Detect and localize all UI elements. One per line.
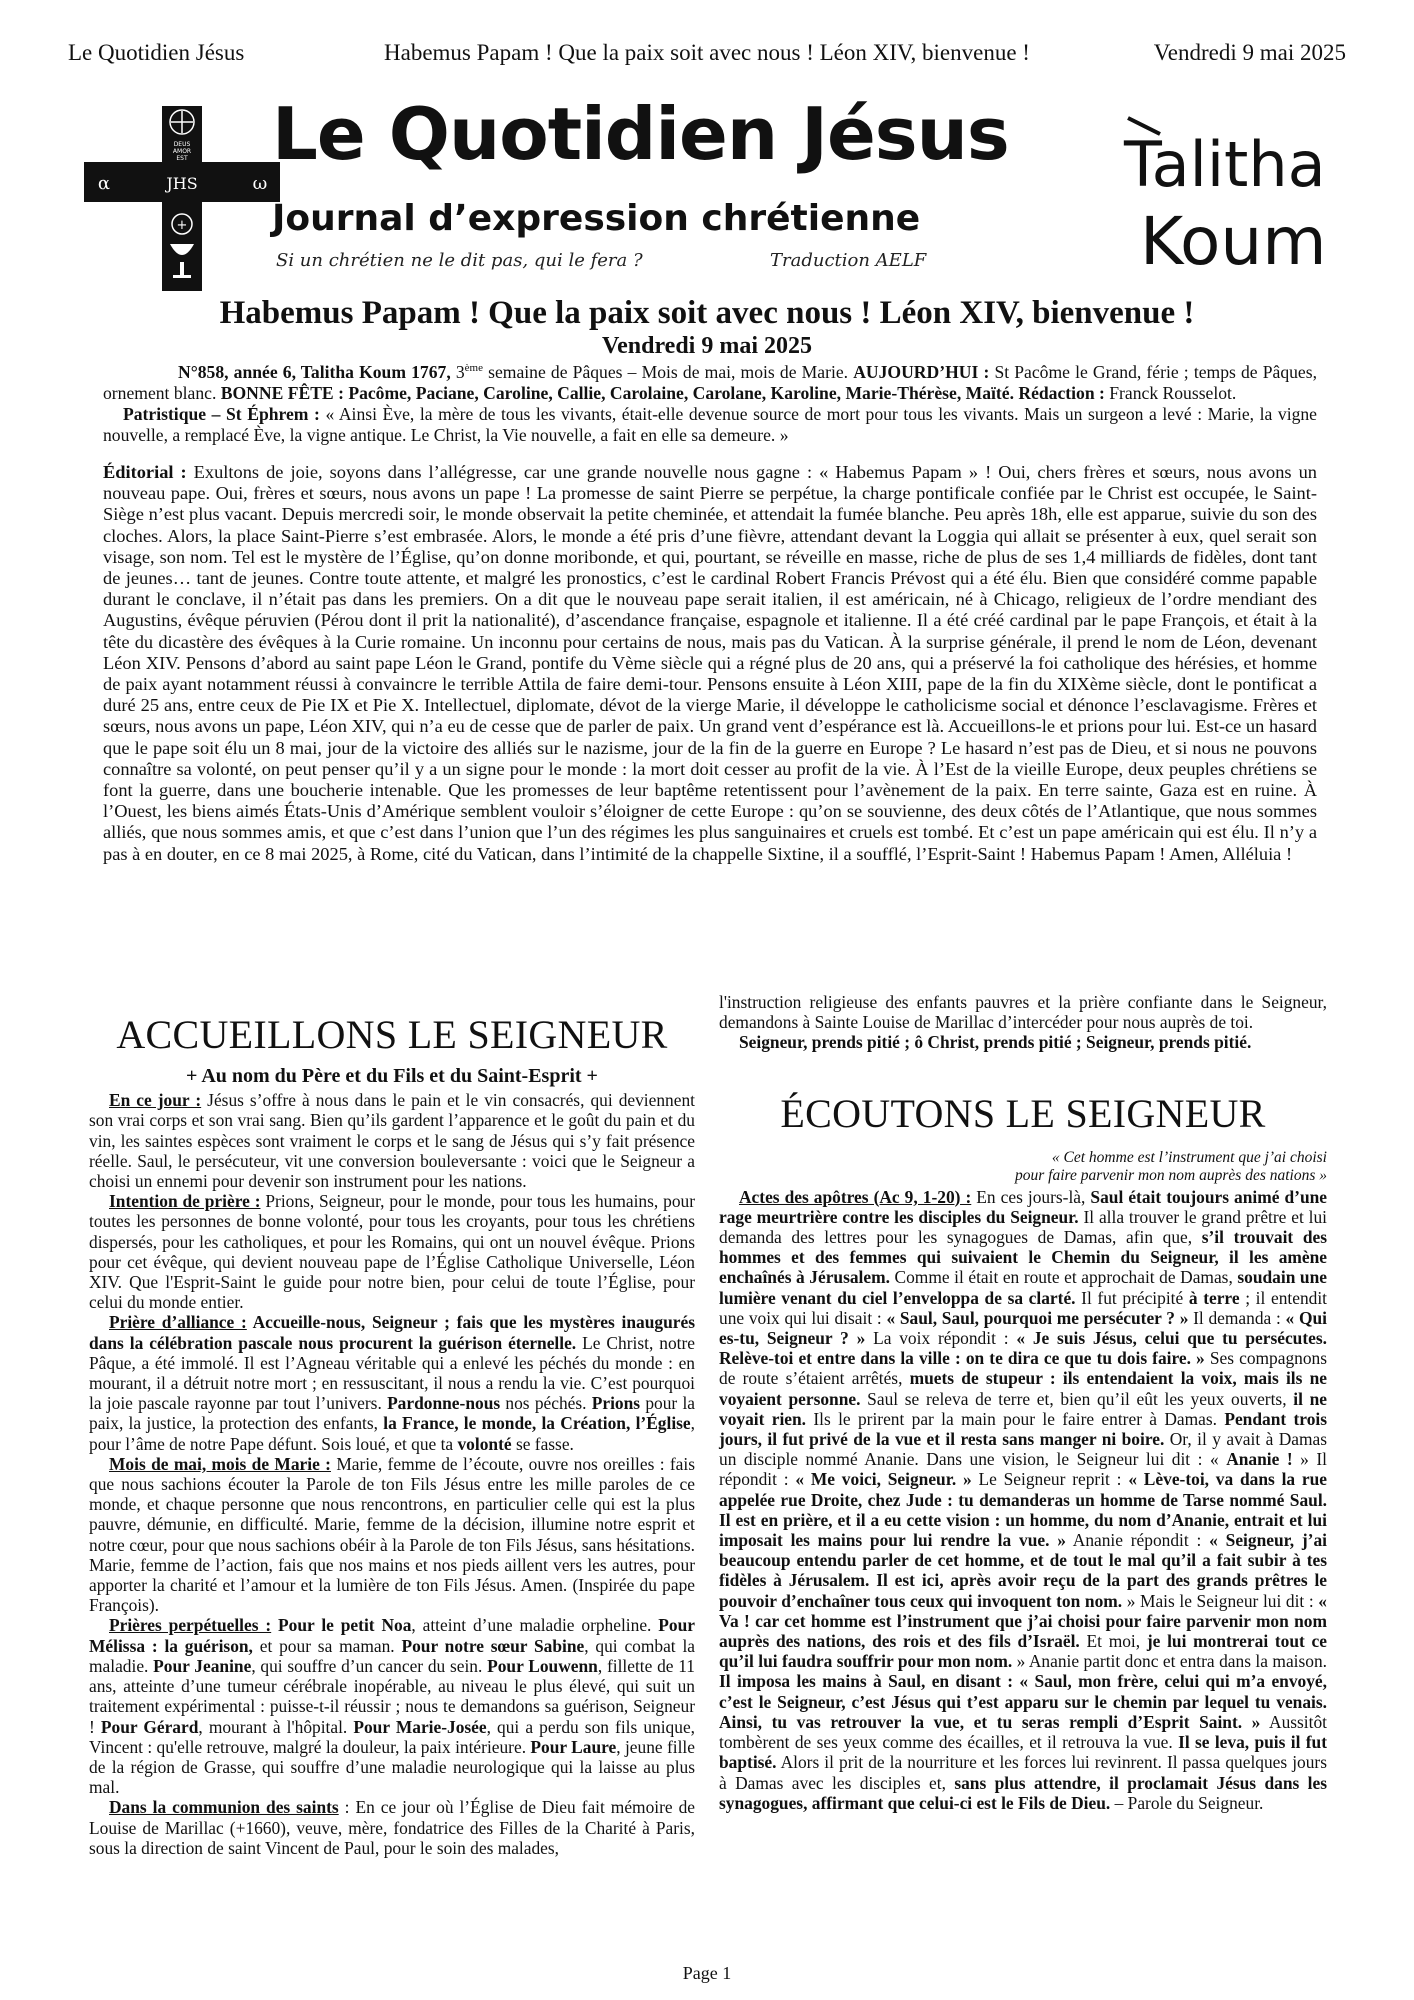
masthead — [80, 92, 1340, 300]
kyrie-text: Seigneur, prends pitié ; ô Christ, prends pitié ; Seigneur, prends pitié. — [739, 1032, 1252, 1053]
reading-bold: il ne voyait rien. — [719, 1388, 1327, 1429]
cross-jhs: JHS — [166, 174, 198, 193]
perp-b7: Pour Marie-Josée — [353, 1716, 487, 1737]
alliance-text1: Le Christ, notre Pâque, a été immolé. Il est l’Agneau véritable qui a enlevé les péchés du monde : en mourant, il a détruit notre mort ; en ressuscitant, il nous a rendu la vie. C’est pourquoi la joie pascale rayonne par tout l’univers. — [89, 1332, 695, 1414]
reading-bold: « Lève-toi, va dans la rue appelée rue Droite, chez Jude : tu demanderas un homme de Tarse nommé Saul. Il est en prière, et il a eu cette vision : un homme, du nom d’Ananie, entrait et lui imposait les mains pour lui rendre la vue. » — [719, 1469, 1328, 1551]
perp-t4: , qui souffre d’un cancer du sein. — [251, 1655, 488, 1676]
intention-priere — [89, 1191, 695, 1312]
talitha-line1: Talitha — [1124, 128, 1326, 201]
patristique-text: « Ainsi Ève, la mère de tous les vivants, était-elle devenue source de mort pour tous les vivants. Mais un surgeon a levé : Marie, la vigne nouvelle, a remplacé Ève, la vigne antique. Le Christ, la Vie nouvelle, a fait en elle sa demeure. » — [103, 404, 1317, 445]
issue-week: 3 — [450, 362, 465, 382]
fete-label: BONNE FÊTE : Pacôme, Paciane, Caroline, Callie, Carolaine, Carolane, Karoline, Marie-Thérèse, Maïté. — [220, 383, 1014, 403]
reading-bold: Saul était toujours animé d’une rage meurtrière contre les disciples du Seigneur. — [719, 1186, 1328, 1227]
reading-bold: « Saul, Saul, pourquoi me persécuter ? » — [886, 1307, 1189, 1328]
reading-bold: « Seigneur, j’ai beaucoup entendu parler de cet homme, et de tout le mal qu’il a fait subir à tes fidèles à Jérusalem. Il est ici, après avoir reçu de la part des grands prêtres le pouvoir d’enchaîner tous ceux qui invoquent ton nom. — [719, 1530, 1327, 1611]
perp-t8: , jeune fille de la région de Grasse, qui souffre d’une maladie neurologique qui la laisse au plus mal. — [89, 1736, 695, 1798]
reading-bold: « Qui es-tu, Seigneur ? » — [719, 1307, 1327, 1349]
en-ce-jour — [89, 1090, 695, 1191]
quote-line1: « Cet homme est l’instrument que j’ai choisi — [1051, 1148, 1327, 1166]
intention-label: Intention de prière : — [109, 1191, 261, 1212]
alliance-text4: , pour l’âme de notre Pape défunt. Sois loué, et que ta — [89, 1413, 695, 1454]
actes-label: Actes des apôtres (Ac 9, 1-20) : — [739, 1186, 972, 1207]
perp-label: Prières perpétuelles : — [109, 1615, 272, 1636]
en-ce-jour-text: Jésus s’offre à nous dans le pain et le vin consacrés, qui deviennent son vrai corps et son vrai sang. Bien qu’ils gardent l’apparence et le goût du pain et du vin, les saintes espèces sont vraiment le corps et le sang de Jésus qui s’y fait présence réelle. Saul, le persécuteur, vit une conversion bouleversante : voici que le Seigneur a choisi un ennemi pour devenir son instrument pour les nations. — [89, 1090, 695, 1192]
reading-seg: La voix répondit : — [865, 1328, 1017, 1349]
issue-info — [103, 362, 1317, 404]
reading-bold: muets de stupeur : ils entendaient la voix, mais ils ne voyaient personne. — [719, 1368, 1327, 1409]
issue-week-post: semaine de Pâques – Mois de mai, mois de Marie. — [483, 362, 854, 382]
reading-seg: » Il répondit : — [719, 1449, 1327, 1490]
perp-t5: , fillette de 11 ans, atteinte d’une tumeur cérébrale inopérable, au niveau le plus élevé, qui suit un traitement expérimental : puisse-t-il réussir ; nous te demandons sa guérison, Seigneur ! — [89, 1655, 695, 1737]
perp-t7: , qui a perdu son fils unique, Vincent : qu'elle retrouve, malgré la douleur, la paix intérieure. — [89, 1716, 696, 1757]
today-text: St Pacôme le Grand, férie ; temps de Pâques, ornement blanc. — [103, 362, 1317, 403]
alliance-text3: pour la paix, la justice, la protection des enfants, — [89, 1393, 696, 1434]
perp-t1: , atteint d’une maladie orpheline. — [411, 1615, 659, 1636]
reading-bold: Il imposa les mains à Saul, en disant : « Saul, mon frère, celui qui m’a envoyé, c’est le Seigneur, c’est Jésus qui t’est apparu sur le chemin par lequel tu venais. Ainsi, tu vas retrouver la vue, et tu seras rempli d’Esprit Saint. » — [719, 1671, 1327, 1732]
right-column — [719, 992, 1327, 1813]
perp-b3: Pour notre sœur Sabine — [401, 1635, 585, 1656]
reading-bold: s’il trouvait des hommes et des femmes qui suivaient le Chemin du Seigneur, il les amène enchaînés à Jérusalem. — [719, 1227, 1327, 1288]
reading-seg: Il demanda : — [1188, 1307, 1286, 1328]
alliance-text2: nos péchés. — [500, 1393, 592, 1414]
talitha-line2: Koum — [1140, 203, 1327, 280]
intention-text: Prions, Seigneur, pour le monde, pour tous les humains, pour toutes les personnes de bonne volonté, pour tous les croyants, pour tous les chrétiens dispersés, pour les catholiques, et pour les Romains, qui ont un nouvel évêque. Prions pour cet évêque, qui devient nouveau pape de l’Église Catholique Universelle, Léon XIV. Que l'Esprit-Saint le guide pour notre bien, pour celui de toute l’Église, pour celui du monde entier. — [89, 1191, 695, 1313]
running-header-title: Le Quotidien Jésus — [68, 40, 245, 65]
perp-t6: , mourant à l'hôpital. — [198, 1716, 354, 1737]
headline-title: Habemus Papam ! Que la paix soit avec nous ! Léon XIV, bienvenue ! — [219, 295, 1195, 331]
reading-seg: Il fut précipité — [1075, 1287, 1189, 1308]
cross-omega: ω — [252, 173, 268, 194]
reading-seg: Il alla trouver le grand prêtre et lui demanda des lettres pour les synagogues de Damas, afin que, — [719, 1206, 1327, 1248]
priere-alliance — [89, 1312, 695, 1453]
perp-t3: , qui combat la maladie. — [89, 1635, 696, 1676]
redaction-text: Franck Rousselot. — [1104, 383, 1237, 403]
kyrie — [719, 1032, 1327, 1052]
prieres-perpetuelles — [89, 1615, 695, 1797]
today-label: AUJOURD’HUI : — [853, 362, 990, 382]
masthead-subtitle: Journal d’expression chrétienne — [272, 198, 921, 239]
reading-bold: sans plus attendre, il proclamait Jésus dans les synagogues, affirmant que celui-ci est le Fils de Dieu. — [719, 1772, 1327, 1813]
sign-of-cross: + Au nom du Père et du Fils et du Saint-Esprit + — [186, 1065, 598, 1087]
patristique — [103, 404, 1317, 446]
reading-quote — [719, 1149, 1327, 1185]
perp-b8: Pour Laure — [530, 1736, 617, 1757]
perp-b2: Pour Mélissa : la guérison, — [89, 1615, 695, 1656]
alliance-bold5: volonté — [457, 1433, 512, 1454]
communion-continuation: l'instruction religieuse des enfants pauvres et la prière confiante dans le Seigneur, demandons à Sainte Louise de Marillac d’intercéder pour nous auprès de toi. — [719, 992, 1327, 1033]
mois-de-marie — [89, 1454, 695, 1616]
reading-seg: En ces jours-là, — [971, 1186, 1091, 1207]
perp-b6: Pour Gérard — [100, 1716, 199, 1737]
cross-alpha: α — [97, 173, 111, 194]
running-header-headline: Habemus Papam ! Que la paix soit avec nous ! Léon XIV, bienvenue ! — [384, 40, 1030, 65]
reading-seg: Saul se releva de terre et, bien qu’il eût les yeux ouverts, — [860, 1388, 1294, 1409]
reading-seg: Le Seigneur reprit : — [971, 1469, 1129, 1490]
reading-seg: Or, il y avait à Damas un disciple nommé Ananie. Dans une vision, le Seigneur lui dit : « — [719, 1429, 1327, 1470]
reading-bold: « Va ! car cet homme est l’instrument que j’ai choisi pour faire parvenir mon nom auprès des nations, des rois et des fils d’Israël. — [719, 1590, 1327, 1652]
reading-bold: Pendant trois jours, il fut privé de la vue et il resta sans manger ni boire. — [719, 1408, 1328, 1450]
quote-line2: pour faire parvenir mon nom auprès des nations » — [1015, 1166, 1327, 1184]
cross-motto-1: DEUS — [173, 141, 191, 148]
perp-b1: Pour le petit Noa — [271, 1615, 412, 1636]
left-column — [89, 1012, 695, 1858]
reading-actes — [719, 1187, 1327, 1813]
running-header — [68, 40, 1346, 72]
section-title-ecoutons: ÉCOUTONS LE SEIGNEUR — [780, 1090, 1266, 1136]
reading-bold: soudain une lumière venant du ciel l’enveloppa de sa clarté. — [719, 1267, 1327, 1308]
alliance-bold3: Prions — [591, 1393, 641, 1414]
alliance-bold4: la France, le monde, la Création, l’Église — [383, 1413, 691, 1434]
reading-seg: » Ananie partit donc et entra dans la maison. — [1012, 1651, 1327, 1672]
reading-bold: « Me voici, Seigneur. » — [795, 1469, 972, 1490]
reading-bold: je lui montrerai tout ce qu’il lui faudra souffrir pour mon nom. — [719, 1631, 1327, 1672]
reading-seg: – Parole du Seigneur. — [1110, 1792, 1264, 1813]
cross-logo-icon — [84, 106, 280, 291]
redaction-label: Rédaction : — [1013, 383, 1105, 403]
reading-seg: Ananie répondit : — [1065, 1530, 1210, 1551]
reading-seg: Ils le prirent par la main pour le faire entrer à Damas. — [806, 1408, 1225, 1429]
cross-motto-2: AMOR — [172, 148, 192, 155]
patristique-label: Patristique – St Éphrem : — [123, 404, 320, 424]
marie-label: Mois de mai, mois de Marie : — [109, 1453, 331, 1474]
issue-week-sup: ème — [464, 362, 483, 375]
cross-motto-3: EST — [176, 155, 188, 162]
cross-plus: + — [176, 218, 188, 233]
reading-seg: Comme il était en route et approchait de Damas, — [889, 1267, 1238, 1288]
section-title-accueillons: ACCUEILLONS LE SEIGNEUR — [116, 1012, 668, 1057]
reading-seg: ; il entendit une voix qui lui disait : — [719, 1287, 1327, 1328]
info-block — [103, 362, 1317, 446]
reading-seg: » Mais le Seigneur lui dit : — [1122, 1590, 1319, 1611]
masthead-title: Le Quotidien Jésus — [272, 92, 1009, 176]
communion-des-saints — [89, 1797, 695, 1858]
editorial-text: Exultons de joie, soyons dans l’allégresse, car une grande nouvelle nous gagne : « Habemus Papam » ! Oui, chers frères et sœurs, nous avons un nouveau pape. Oui, frères et sœurs, nous avons un pape ! La promesse de saint Pierre se perpétue, la charge pontificale confiée par le Christ est occupée, le Saint-Siège n’est plus vacant. Depuis mercredi soir, le monde observait la petite cheminée, et attendait la fumée blanche. Peu après 18h, elle est apparue, suivie du son des cloches. Alors, la place Saint-Pierre s’est embrasée. Alors, le monde a été pris d’une fièvre, attendant devant la Loggia qui allait se présenter à eux, quel serait son visage, son nom. Tel est le mystère de l’Église, qu’on donne moribonde, et qui, pourtant, se réveille en masse, riche de plus de ses 1,4 milliards de fidèles, dont tant de jeunes… tant de jeunes. Contre toute attente, et malgré les pronostics, c’est le cardinal Robert Francis Prévost qui a été élu. Bien que considéré comme papable durant le conclave, il n’était pas dans les premiers. On a dit que le nouveau pape serait italien, il est américain, né à Chicago, religieux de l’ordre mendiant des Augustins, évêque péruvien (Pérou dont il prit la nationalité), d’ascendance française, espagnole et italienne. Il a été créé cardinal par le pape François, et était à la tête du dicastère des évêques à la Curie romaine. Un inconnu pour certains de nous, mais pas du Vatican. À la surprise générale, il prend le nom de Léon, devenant Léon XIV. Pensons d’abord au saint pape Léon le Grand, pontife du Vème siècle qui a régné plus de 20 ans, qui a préservé la foi catholique des hérésies, et homme de paix ayant notamment réussi à convaincre le terrible Attila de faire demi-tour. Pensons ensuite à Léon XIII, pape de la fin du XIXème siècle, dont le pontificat a duré 25 ans, entre ceux de Pie IX et Pie X. Intellectuel, diplomate, dévot de la vierge Marie, il développe le catholicisme social et dénonce l’esclavagisme. Frères et sœurs, nous avons un pape, Léon XIV, qui n’a eu de cesse que de parler de paix. Un grand vent d’espérance est là. Accueillons-le et prions pour lui. Est-ce un hasard que le pape soit élu un 8 mai, jour de la victoire des alliés sur le nazisme, jour de la fin de la guerre en Europe ? Le hasard n’est pas de Dieu, et si nous ne pouvons connaître sa volonté, on peut penser qu’il y a un signe pour le monde : la mort doit cesser au profit de la vie. À l’Est de la vieille Europe, deux peuples chrétiens se font la guerre, dans une boucherie intenable. Que les promesses de leur baptême retentissent pour l’avènement de la paix. En terre sainte, Gaza est en ruine. À l’Ouest, les biens aimés États-Unis d’Amérique semblent vouloir s’éloigner de cette Europe : qu’on se souvienne, des deux côtés de l’Atlantique, que nous sommes alliés, que nous sommes amis, et que c’est dans l’union que l’un des régimes les plus sanguinaires et cruels est tombé. Et c’est un pape américain qui est élu. Il n’y a pas à en douter, en ce 8 mai 2025, à Rome, cité du Vatican, dans l’intimité de la chappelle Sixtine, il a soufflé, l’Esprit-Saint ! Habemus Papam ! Amen, Alléluia ! — [103, 462, 1317, 864]
talitha-koum-logo — [1120, 114, 1340, 284]
reading-seg: Ses compagnons de route s’étaient arrêtés, — [719, 1348, 1328, 1389]
perp-b5: Pour Louwenn — [487, 1655, 598, 1676]
masthead-translation: Traduction AELF — [770, 250, 927, 271]
headline-date: Vendredi 9 mai 2025 — [601, 333, 813, 359]
alliance-bold2: Pardonne-nous — [387, 1393, 501, 1414]
reading-seg: Aussitôt tombèrent de ses yeux comme des écailles, et il retrouva la vue. — [719, 1711, 1327, 1753]
alliance-label: Prière d’alliance : — [109, 1312, 247, 1333]
issue-number: N°858, année 6, Talitha Koum 1767, — [178, 362, 451, 382]
editorial — [103, 462, 1317, 865]
perp-t2: et pour sa maman. — [252, 1635, 402, 1656]
masthead-tagline: Si un chrétien ne le dit pas, qui le fera ? — [276, 250, 643, 271]
reading-bold: « Je suis Jésus, celui que tu persécutes. Relève-toi et entre dans la ville : on te dira ce que tu dois faire. » — [719, 1328, 1327, 1369]
reading-bold: Il se leva, puis il fut baptisé. — [719, 1732, 1327, 1773]
reading-seg: Et moi, — [1079, 1631, 1147, 1652]
editorial-label: Éditorial : — [103, 462, 187, 482]
alliance-text5: se fasse. — [511, 1433, 574, 1454]
perp-b4: Pour Jeanine — [153, 1655, 252, 1676]
alliance-bold: Accueille-nous, Seigneur ; fais que les mystères inaugurés dans la célébration pascale nous procurent la guérison éternelle. — [89, 1312, 695, 1353]
communion-text: : En ce jour où l’Église de Dieu fait mémoire de Louise de Marillac (+1660), veuve, mère, fondatrice des Filles de la Charité à Paris, sous la direction de saint Vincent de Paul, pour le soin des malades, — [89, 1797, 695, 1858]
page-number: Page 1 — [682, 1963, 732, 1983]
reading-bold: à terre — [1188, 1287, 1240, 1308]
reading-seg: Alors il prit de la nourriture et les forces lui revinrent. Il passa quelques jours à Damas avec les disciples et, — [719, 1752, 1327, 1793]
marie-text: Marie, femme de l’écoute, ouvre nos oreilles : fais que nous sachions écouter la Parole de ton Fils Jésus entre les mille paroles de ce monde, et chaque personne que nous rencontrons, en particulier celle qui est la plus pauvre, démunie, en difficulté. Marie, femme de la décision, illumine notre esprit et notre cœur, pour que nous sachions obéir à la Parole de ton Fils Jésus, sans hésitations. Marie, femme de l’action, fais que nos mains et nos pieds aillent vers les autres, pour apporter la charité et l’amour et la lumière de ton Fils Jésus. Amen. (Inspirée du pape François). — [89, 1453, 696, 1616]
running-header-date: Vendredi 9 mai 2025 — [1153, 40, 1346, 65]
en-ce-jour-label: En ce jour : — [109, 1090, 202, 1111]
reading-bold: Ananie ! — [1226, 1449, 1293, 1470]
communion-label: Dans la communion des saints — [109, 1797, 339, 1818]
